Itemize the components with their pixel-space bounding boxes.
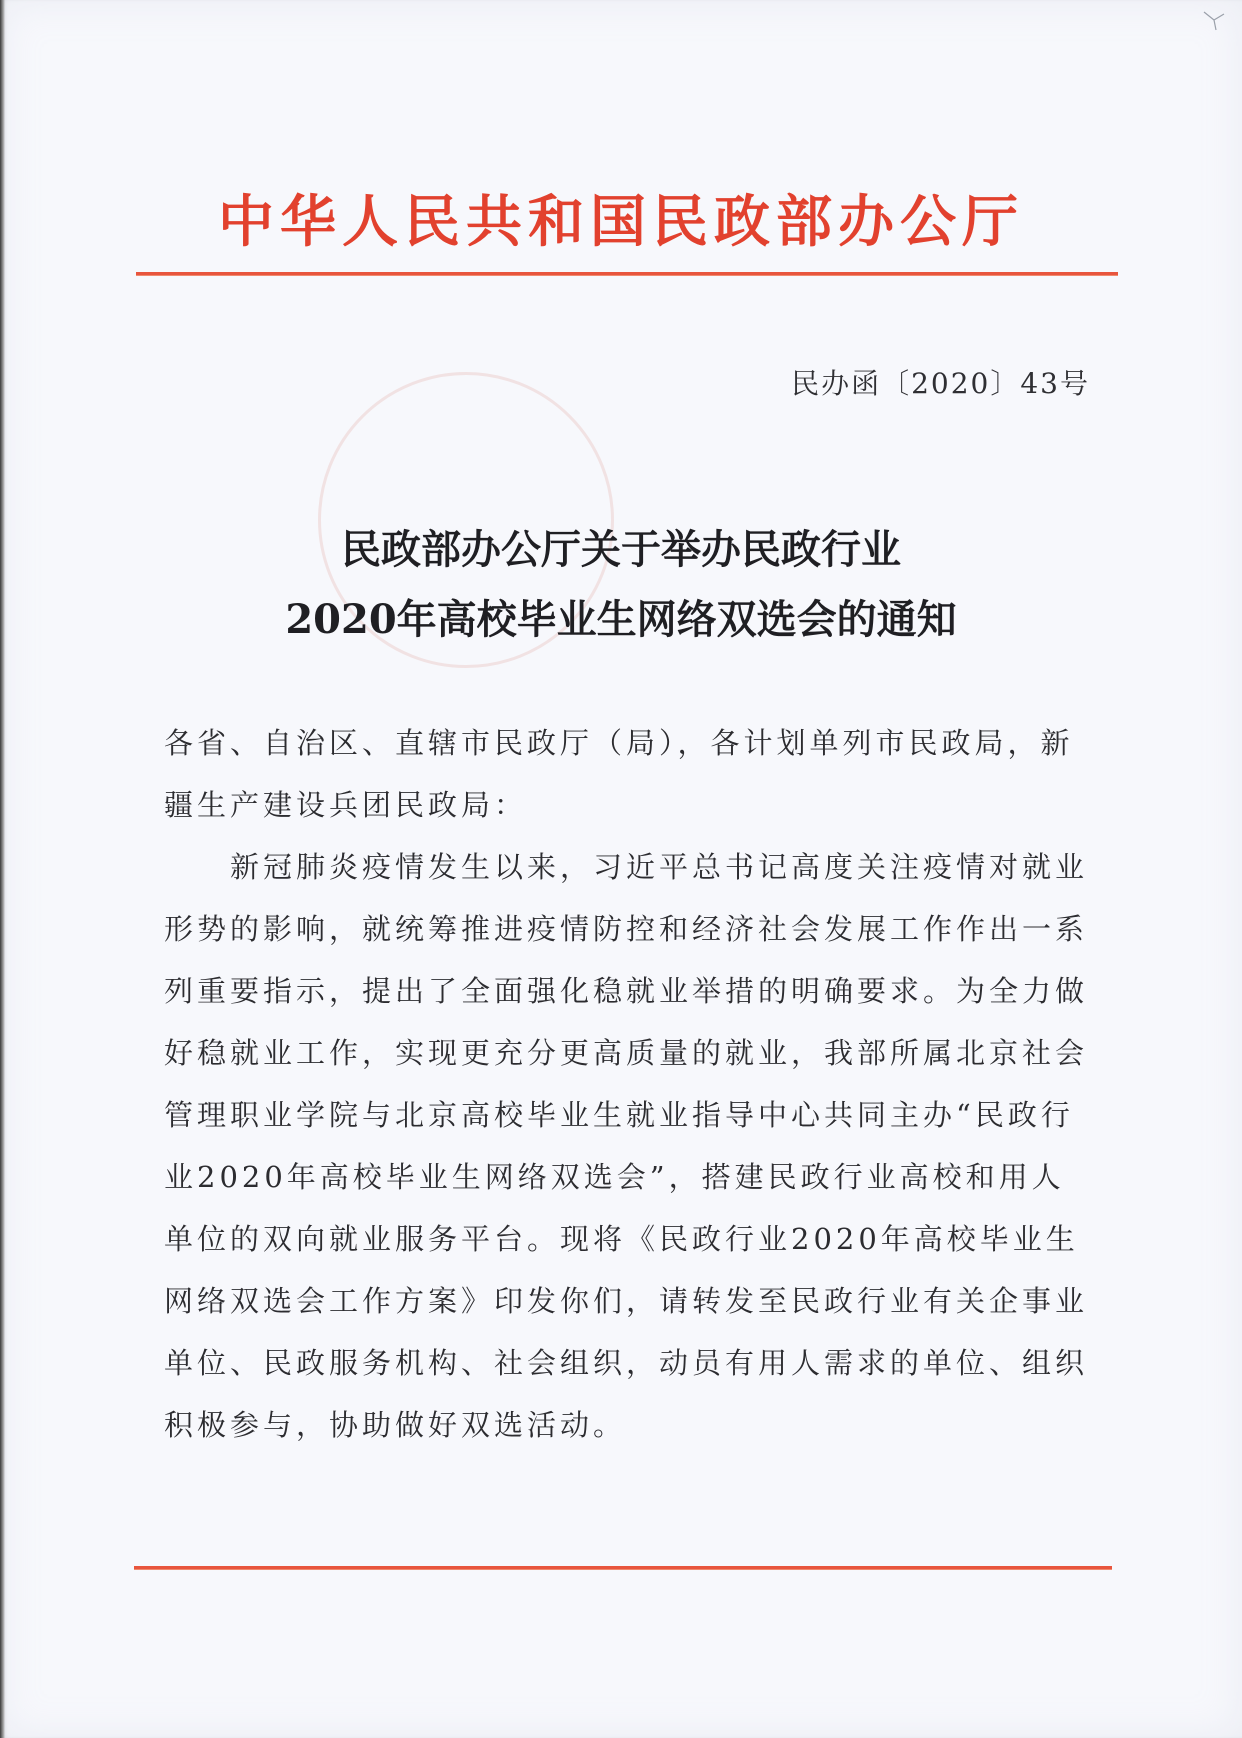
- document-title-line-2: 2020年高校毕业生网络双选会的通知: [285, 596, 957, 643]
- document-title-line-1: 民政部办公厅关于举办民政行业: [341, 526, 901, 573]
- letterhead: 中华人民共和国民政部办公厅: [218, 190, 1024, 255]
- salutation: 各省、自治区、直辖市民政厅（局），各计划单列市民政局，新疆生产建设兵团民政局：: [164, 726, 1074, 822]
- document-number: 民办函〔2020〕43号: [791, 367, 1090, 400]
- footer-rule: [134, 1566, 1112, 1570]
- body-paragraph: 新冠肺炎疫情发生以来，习近平总书记高度关注疫情对就业形势的影响，就统筹推进疫情防控和经济社会发展工作作出一系列重要指示，提出了全面强化稳就业举措的明确要求。为全力做好稳就业工作，实现更充分更高质量的就业，我部所属北京社会管理职业学院与北京高校毕业生就业指导中心共同主办“民政行业2020年高校毕业生网络双选会”，搭建民政行业高校和用人单位的双向就业服务平台。现将《民政行业2020年高校毕业生网络双选会工作方案》印发你们，请转发至民政行业有关企事业单位、民政服务机构、社会组织，动员有用人需求的单位、组织积极参与，协助做好双选活动。: [164, 850, 1089, 1442]
- letterhead-rule: [136, 272, 1118, 276]
- corner-mark-icon: [1200, 6, 1228, 34]
- page-edge-shadow: [0, 0, 5, 1738]
